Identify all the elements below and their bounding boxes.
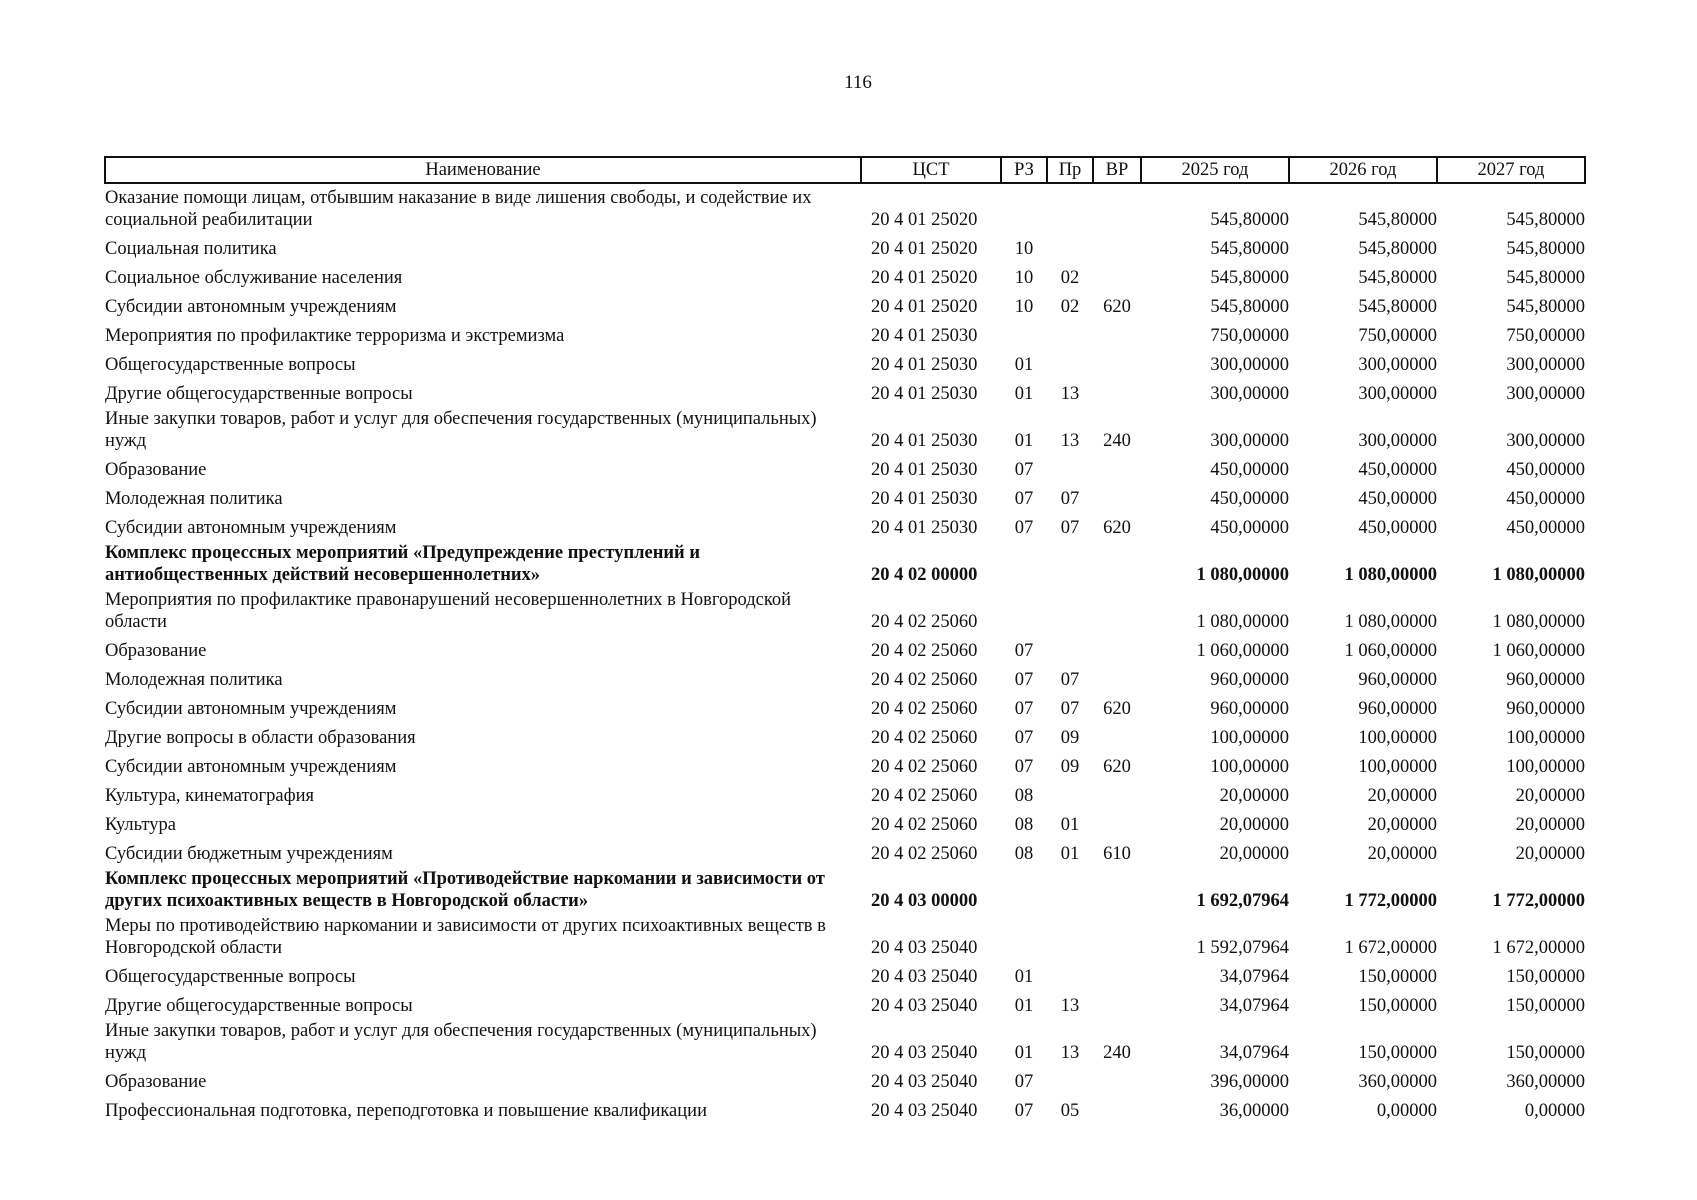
cell-pr <box>1047 183 1093 231</box>
cell-pr: 07 <box>1060 489 1080 509</box>
cell-pr <box>1047 318 1093 347</box>
cell-2027: 450,00000 <box>1506 518 1585 538</box>
cell-pr <box>1047 586 1093 633</box>
table-row <box>105 289 1585 318</box>
cell-2026: 1 080,00000 <box>1344 565 1437 585</box>
table-row <box>105 778 1585 807</box>
cell-2026: 1 080,00000 <box>1344 612 1437 632</box>
cell-2026: 750,00000 <box>1358 326 1437 346</box>
cell-2027: 20,00000 <box>1515 844 1585 864</box>
cell-2025: 100,00000 <box>1210 757 1289 777</box>
cell-rz <box>1001 586 1047 633</box>
cell-cst: 20 4 02 25060 <box>871 815 978 835</box>
header-rz: РЗ <box>1001 157 1047 183</box>
cell-name: Образование <box>105 1072 207 1092</box>
cell-2026: 1 060,00000 <box>1344 641 1437 661</box>
cell-cst: 20 4 03 25040 <box>871 1043 978 1063</box>
cell-pr: 02 <box>1060 297 1080 317</box>
cell-2026: 20,00000 <box>1367 844 1437 864</box>
cell-vr <box>1093 778 1141 807</box>
cell-2027: 545,80000 <box>1506 239 1585 259</box>
cell-pr <box>1047 452 1093 481</box>
table-row <box>105 405 1585 452</box>
cell-cst: 20 4 02 25060 <box>871 757 978 777</box>
cell-rz <box>1001 183 1047 231</box>
cell-name: Субсидии автономным учреждениям <box>105 699 397 719</box>
cell-2027: 545,80000 <box>1506 268 1585 288</box>
cell-rz: 01 <box>1014 431 1034 451</box>
cell-2025: 300,00000 <box>1210 431 1289 451</box>
cell-cst: 20 4 03 25040 <box>871 938 978 958</box>
cell-name: Культура <box>105 815 176 835</box>
cell-cst: 20 4 01 25030 <box>871 326 978 346</box>
cell-2026: 1 672,00000 <box>1344 938 1437 958</box>
cell-pr: 07 <box>1060 670 1080 690</box>
header-vr: ВР <box>1093 157 1141 183</box>
cell-2026: 300,00000 <box>1358 355 1437 375</box>
cell-vr <box>1093 586 1141 633</box>
cell-2026: 545,80000 <box>1358 210 1437 230</box>
cell-2026: 360,00000 <box>1358 1072 1437 1092</box>
cell-cst: 20 4 01 25020 <box>871 239 978 259</box>
cell-rz: 01 <box>1014 967 1034 987</box>
cell-rz: 10 <box>1014 239 1034 259</box>
cell-vr <box>1093 959 1141 988</box>
cell-vr <box>1093 1093 1141 1122</box>
cell-2026: 150,00000 <box>1358 996 1437 1016</box>
cell-name: Образование <box>105 460 207 480</box>
table-row <box>105 988 1585 1017</box>
cell-rz: 08 <box>1014 786 1034 806</box>
cell-pr: 13 <box>1060 1043 1080 1063</box>
cell-vr: 620 <box>1103 297 1131 317</box>
cell-cst: 20 4 02 25060 <box>871 699 978 719</box>
cell-name: Образование <box>105 641 207 661</box>
cell-2026: 20,00000 <box>1367 786 1437 806</box>
cell-cst: 20 4 01 25030 <box>871 431 978 451</box>
cell-rz: 07 <box>1014 699 1034 719</box>
cell-cst: 20 4 01 25020 <box>871 268 978 288</box>
table-row <box>105 633 1585 662</box>
table-row <box>105 376 1585 405</box>
cell-name: Культура, кинематография <box>105 786 315 806</box>
table-row <box>105 510 1585 539</box>
cell-cst: 20 4 03 25040 <box>871 1101 978 1121</box>
cell-rz: 07 <box>1014 641 1034 661</box>
cell-2027: 450,00000 <box>1506 489 1585 509</box>
cell-rz <box>1001 539 1047 586</box>
cell-name: Оказание помощи лицам, отбывшим наказание в виде лишения свободы, и содействие их социальной реабилитации <box>105 188 812 230</box>
cell-name: Молодежная политика <box>105 489 283 509</box>
cell-2025: 300,00000 <box>1210 384 1289 404</box>
table-row <box>105 836 1585 865</box>
cell-pr: 01 <box>1060 844 1080 864</box>
table-row <box>105 720 1585 749</box>
cell-2025: 1 080,00000 <box>1196 612 1289 632</box>
cell-2027: 150,00000 <box>1506 967 1585 987</box>
cell-2025: 960,00000 <box>1210 670 1289 690</box>
cell-vr: 620 <box>1103 757 1131 777</box>
cell-2027: 360,00000 <box>1506 1072 1585 1092</box>
cell-rz: 10 <box>1014 268 1034 288</box>
cell-2027: 20,00000 <box>1515 786 1585 806</box>
cell-vr <box>1093 633 1141 662</box>
cell-2027: 960,00000 <box>1506 670 1585 690</box>
cell-2026: 450,00000 <box>1358 518 1437 538</box>
cell-2026: 545,80000 <box>1358 297 1437 317</box>
cell-vr <box>1093 231 1141 260</box>
table-row <box>105 912 1585 959</box>
cell-cst: 20 4 02 25060 <box>871 612 978 632</box>
cell-cst: 20 4 01 25030 <box>871 489 978 509</box>
table-row <box>105 1064 1585 1093</box>
cell-2027: 300,00000 <box>1506 355 1585 375</box>
cell-vr <box>1093 452 1141 481</box>
page-number: 116 <box>844 72 872 93</box>
cell-vr <box>1093 318 1141 347</box>
cell-pr: 09 <box>1060 757 1080 777</box>
cell-2027: 100,00000 <box>1506 757 1585 777</box>
cell-vr <box>1093 1064 1141 1093</box>
cell-vr <box>1093 260 1141 289</box>
table-row <box>105 865 1585 912</box>
cell-name: Другие вопросы в области образования <box>105 728 416 748</box>
cell-vr <box>1093 481 1141 510</box>
cell-2027: 545,80000 <box>1506 210 1585 230</box>
cell-2027: 20,00000 <box>1515 815 1585 835</box>
cell-cst: 20 4 02 25060 <box>871 728 978 748</box>
table-row <box>105 481 1585 510</box>
header-2026: 2026 год <box>1289 157 1437 183</box>
cell-2025: 1 692,07964 <box>1196 891 1289 911</box>
header-cst: ЦСТ <box>861 157 1001 183</box>
cell-2026: 960,00000 <box>1358 699 1437 719</box>
cell-name: Субсидии автономным учреждениям <box>105 518 397 538</box>
cell-pr: 13 <box>1060 384 1080 404</box>
cell-2026: 450,00000 <box>1358 460 1437 480</box>
cell-name: Меры по противодействию наркомании и зависимости от других психоактивных веществ в Новгородской области <box>105 916 826 958</box>
cell-rz: 07 <box>1014 1072 1034 1092</box>
cell-pr <box>1047 347 1093 376</box>
cell-2025: 20,00000 <box>1219 786 1289 806</box>
cell-vr: 610 <box>1103 844 1131 864</box>
cell-2025: 20,00000 <box>1219 815 1289 835</box>
cell-2025: 545,80000 <box>1210 239 1289 259</box>
cell-2025: 34,07964 <box>1219 967 1289 987</box>
header-pr: Пр <box>1047 157 1093 183</box>
cell-2026: 100,00000 <box>1358 728 1437 748</box>
cell-pr: 07 <box>1060 699 1080 719</box>
cell-cst: 20 4 01 25030 <box>871 355 978 375</box>
cell-rz: 01 <box>1014 384 1034 404</box>
cell-2027: 1 772,00000 <box>1492 891 1585 911</box>
cell-2025: 450,00000 <box>1210 489 1289 509</box>
cell-2025: 1 060,00000 <box>1196 641 1289 661</box>
cell-2025: 1 080,00000 <box>1196 565 1289 585</box>
cell-vr <box>1093 183 1141 231</box>
cell-name: Иные закупки товаров, работ и услуг для обеспечения государственных (муниципальных) нужд <box>105 409 817 451</box>
cell-pr: 02 <box>1060 268 1080 288</box>
cell-2026: 150,00000 <box>1358 1043 1437 1063</box>
cell-rz: 07 <box>1014 670 1034 690</box>
cell-name: Комплекс процессных мероприятий «Противодействие наркомании и зависимости от других психоактивных веществ в Новгородской области» <box>105 869 825 911</box>
cell-2027: 100,00000 <box>1506 728 1585 748</box>
cell-2025: 396,00000 <box>1210 1072 1289 1092</box>
cell-rz: 08 <box>1014 815 1034 835</box>
cell-2025: 450,00000 <box>1210 460 1289 480</box>
cell-2025: 545,80000 <box>1210 268 1289 288</box>
cell-name: Социальная политика <box>105 239 277 259</box>
cell-2026: 545,80000 <box>1358 268 1437 288</box>
header-2027: 2027 год <box>1437 157 1585 183</box>
cell-rz: 07 <box>1014 757 1034 777</box>
cell-vr <box>1093 912 1141 959</box>
cell-rz: 07 <box>1014 728 1034 748</box>
cell-2026: 300,00000 <box>1358 384 1437 404</box>
cell-cst: 20 4 03 25040 <box>871 1072 978 1092</box>
cell-rz: 07 <box>1014 518 1034 538</box>
cell-vr <box>1093 988 1141 1017</box>
table-row <box>105 662 1585 691</box>
cell-2025: 1 592,07964 <box>1196 938 1289 958</box>
cell-2027: 750,00000 <box>1506 326 1585 346</box>
cell-rz <box>1001 865 1047 912</box>
table-row <box>105 807 1585 836</box>
cell-pr: 13 <box>1060 431 1080 451</box>
cell-name: Молодежная политика <box>105 670 283 690</box>
cell-2025: 36,00000 <box>1219 1101 1289 1121</box>
cell-cst: 20 4 01 25030 <box>871 460 978 480</box>
cell-rz: 01 <box>1014 996 1034 1016</box>
table-row <box>105 260 1585 289</box>
cell-pr <box>1047 912 1093 959</box>
table-body <box>105 183 1585 1122</box>
cell-2026: 0,00000 <box>1376 1101 1437 1121</box>
table-row <box>105 586 1585 633</box>
table-row <box>105 452 1585 481</box>
cell-rz <box>1001 912 1047 959</box>
cell-cst: 20 4 02 25060 <box>871 786 978 806</box>
cell-cst: 20 4 01 25020 <box>871 210 978 230</box>
table-row <box>105 1093 1585 1122</box>
table-row <box>105 539 1585 586</box>
cell-cst: 20 4 01 25020 <box>871 297 978 317</box>
cell-name: Общегосударственные вопросы <box>105 967 356 987</box>
cell-pr: 09 <box>1060 728 1080 748</box>
cell-2026: 300,00000 <box>1358 431 1437 451</box>
cell-2025: 750,00000 <box>1210 326 1289 346</box>
cell-2027: 150,00000 <box>1506 996 1585 1016</box>
cell-pr: 13 <box>1060 996 1080 1016</box>
cell-name: Иные закупки товаров, работ и услуг для обеспечения государственных (муниципальных) нужд <box>105 1021 817 1063</box>
cell-2027: 150,00000 <box>1506 1043 1585 1063</box>
cell-2027: 0,00000 <box>1524 1101 1585 1121</box>
cell-cst: 20 4 02 25060 <box>871 670 978 690</box>
cell-pr <box>1047 778 1093 807</box>
cell-2026: 100,00000 <box>1358 757 1437 777</box>
cell-rz <box>1001 318 1047 347</box>
cell-vr: 620 <box>1103 699 1131 719</box>
cell-cst: 20 4 01 25030 <box>871 518 978 538</box>
cell-name: Мероприятия по профилактике терроризма и экстремизма <box>105 326 565 346</box>
table-row <box>105 749 1585 778</box>
table-row <box>105 959 1585 988</box>
cell-rz: 07 <box>1014 489 1034 509</box>
cell-rz: 08 <box>1014 844 1034 864</box>
cell-pr: 01 <box>1060 815 1080 835</box>
cell-2025: 450,00000 <box>1210 518 1289 538</box>
cell-2026: 545,80000 <box>1358 239 1437 259</box>
cell-rz: 07 <box>1014 460 1034 480</box>
cell-vr: 240 <box>1103 431 1131 451</box>
cell-vr <box>1093 720 1141 749</box>
cell-pr <box>1047 959 1093 988</box>
cell-2027: 545,80000 <box>1506 297 1585 317</box>
cell-rz: 01 <box>1014 355 1034 375</box>
cell-pr <box>1047 865 1093 912</box>
cell-rz: 10 <box>1014 297 1034 317</box>
cell-vr <box>1093 865 1141 912</box>
cell-name: Субсидии бюджетным учреждениям <box>105 844 393 864</box>
table-row <box>105 691 1585 720</box>
cell-name: Другие общегосударственные вопросы <box>105 996 413 1016</box>
cell-cst: 20 4 03 25040 <box>871 996 978 1016</box>
cell-cst: 20 4 02 25060 <box>871 641 978 661</box>
cell-2026: 450,00000 <box>1358 489 1437 509</box>
table-header <box>105 157 1585 183</box>
cell-vr <box>1093 807 1141 836</box>
cell-2025: 545,80000 <box>1210 297 1289 317</box>
cell-pr <box>1047 633 1093 662</box>
cell-pr: 07 <box>1060 518 1080 538</box>
cell-cst: 20 4 02 25060 <box>871 844 978 864</box>
cell-2027: 1 060,00000 <box>1492 641 1585 661</box>
cell-pr <box>1047 1064 1093 1093</box>
cell-pr <box>1047 539 1093 586</box>
cell-vr <box>1093 347 1141 376</box>
cell-name: Профессиональная подготовка, переподготовка и повышение квалификации <box>105 1101 707 1121</box>
cell-name: Мероприятия по профилактике правонарушений несовершеннолетних в Новгородской области <box>105 590 792 632</box>
table-row <box>105 318 1585 347</box>
table-row <box>105 1017 1585 1064</box>
cell-name: Комплекс процессных мероприятий «Предупреждение преступлений и антиобщественных действий несовершеннолетних» <box>105 543 700 585</box>
cell-2025: 34,07964 <box>1219 996 1289 1016</box>
cell-2027: 1 080,00000 <box>1492 565 1585 585</box>
cell-cst: 20 4 01 25030 <box>871 384 978 404</box>
cell-cst: 20 4 03 25040 <box>871 967 978 987</box>
cell-pr <box>1047 231 1093 260</box>
cell-vr <box>1093 376 1141 405</box>
cell-2025: 300,00000 <box>1210 355 1289 375</box>
cell-2027: 1 080,00000 <box>1492 612 1585 632</box>
cell-2027: 300,00000 <box>1506 431 1585 451</box>
cell-2025: 545,80000 <box>1210 210 1289 230</box>
table-row <box>105 231 1585 260</box>
cell-name: Общегосударственные вопросы <box>105 355 356 375</box>
header-name: Наименование <box>105 157 861 183</box>
cell-cst: 20 4 03 00000 <box>871 891 978 911</box>
cell-2025: 960,00000 <box>1210 699 1289 719</box>
cell-name: Социальное обслуживание населения <box>105 268 403 288</box>
cell-2026: 150,00000 <box>1358 967 1437 987</box>
budget-table <box>104 156 1586 1122</box>
cell-rz: 07 <box>1014 1101 1034 1121</box>
cell-rz: 01 <box>1014 1043 1034 1063</box>
cell-2025: 34,07964 <box>1219 1043 1289 1063</box>
cell-2027: 450,00000 <box>1506 460 1585 480</box>
cell-cst: 20 4 02 00000 <box>871 565 978 585</box>
cell-2026: 1 772,00000 <box>1344 891 1437 911</box>
cell-vr <box>1093 662 1141 691</box>
table-row <box>105 347 1585 376</box>
cell-2025: 20,00000 <box>1219 844 1289 864</box>
cell-2027: 1 672,00000 <box>1492 938 1585 958</box>
cell-pr: 05 <box>1060 1101 1080 1121</box>
cell-vr: 240 <box>1103 1043 1131 1063</box>
cell-name: Субсидии автономным учреждениям <box>105 297 397 317</box>
header-2025: 2025 год <box>1141 157 1289 183</box>
cell-vr: 620 <box>1103 518 1131 538</box>
cell-name: Другие общегосударственные вопросы <box>105 384 413 404</box>
cell-2027: 960,00000 <box>1506 699 1585 719</box>
table-row <box>105 183 1585 231</box>
cell-name: Субсидии автономным учреждениям <box>105 757 397 777</box>
cell-2026: 20,00000 <box>1367 815 1437 835</box>
cell-2026: 960,00000 <box>1358 670 1437 690</box>
cell-2025: 100,00000 <box>1210 728 1289 748</box>
cell-2027: 300,00000 <box>1506 384 1585 404</box>
cell-vr <box>1093 539 1141 586</box>
